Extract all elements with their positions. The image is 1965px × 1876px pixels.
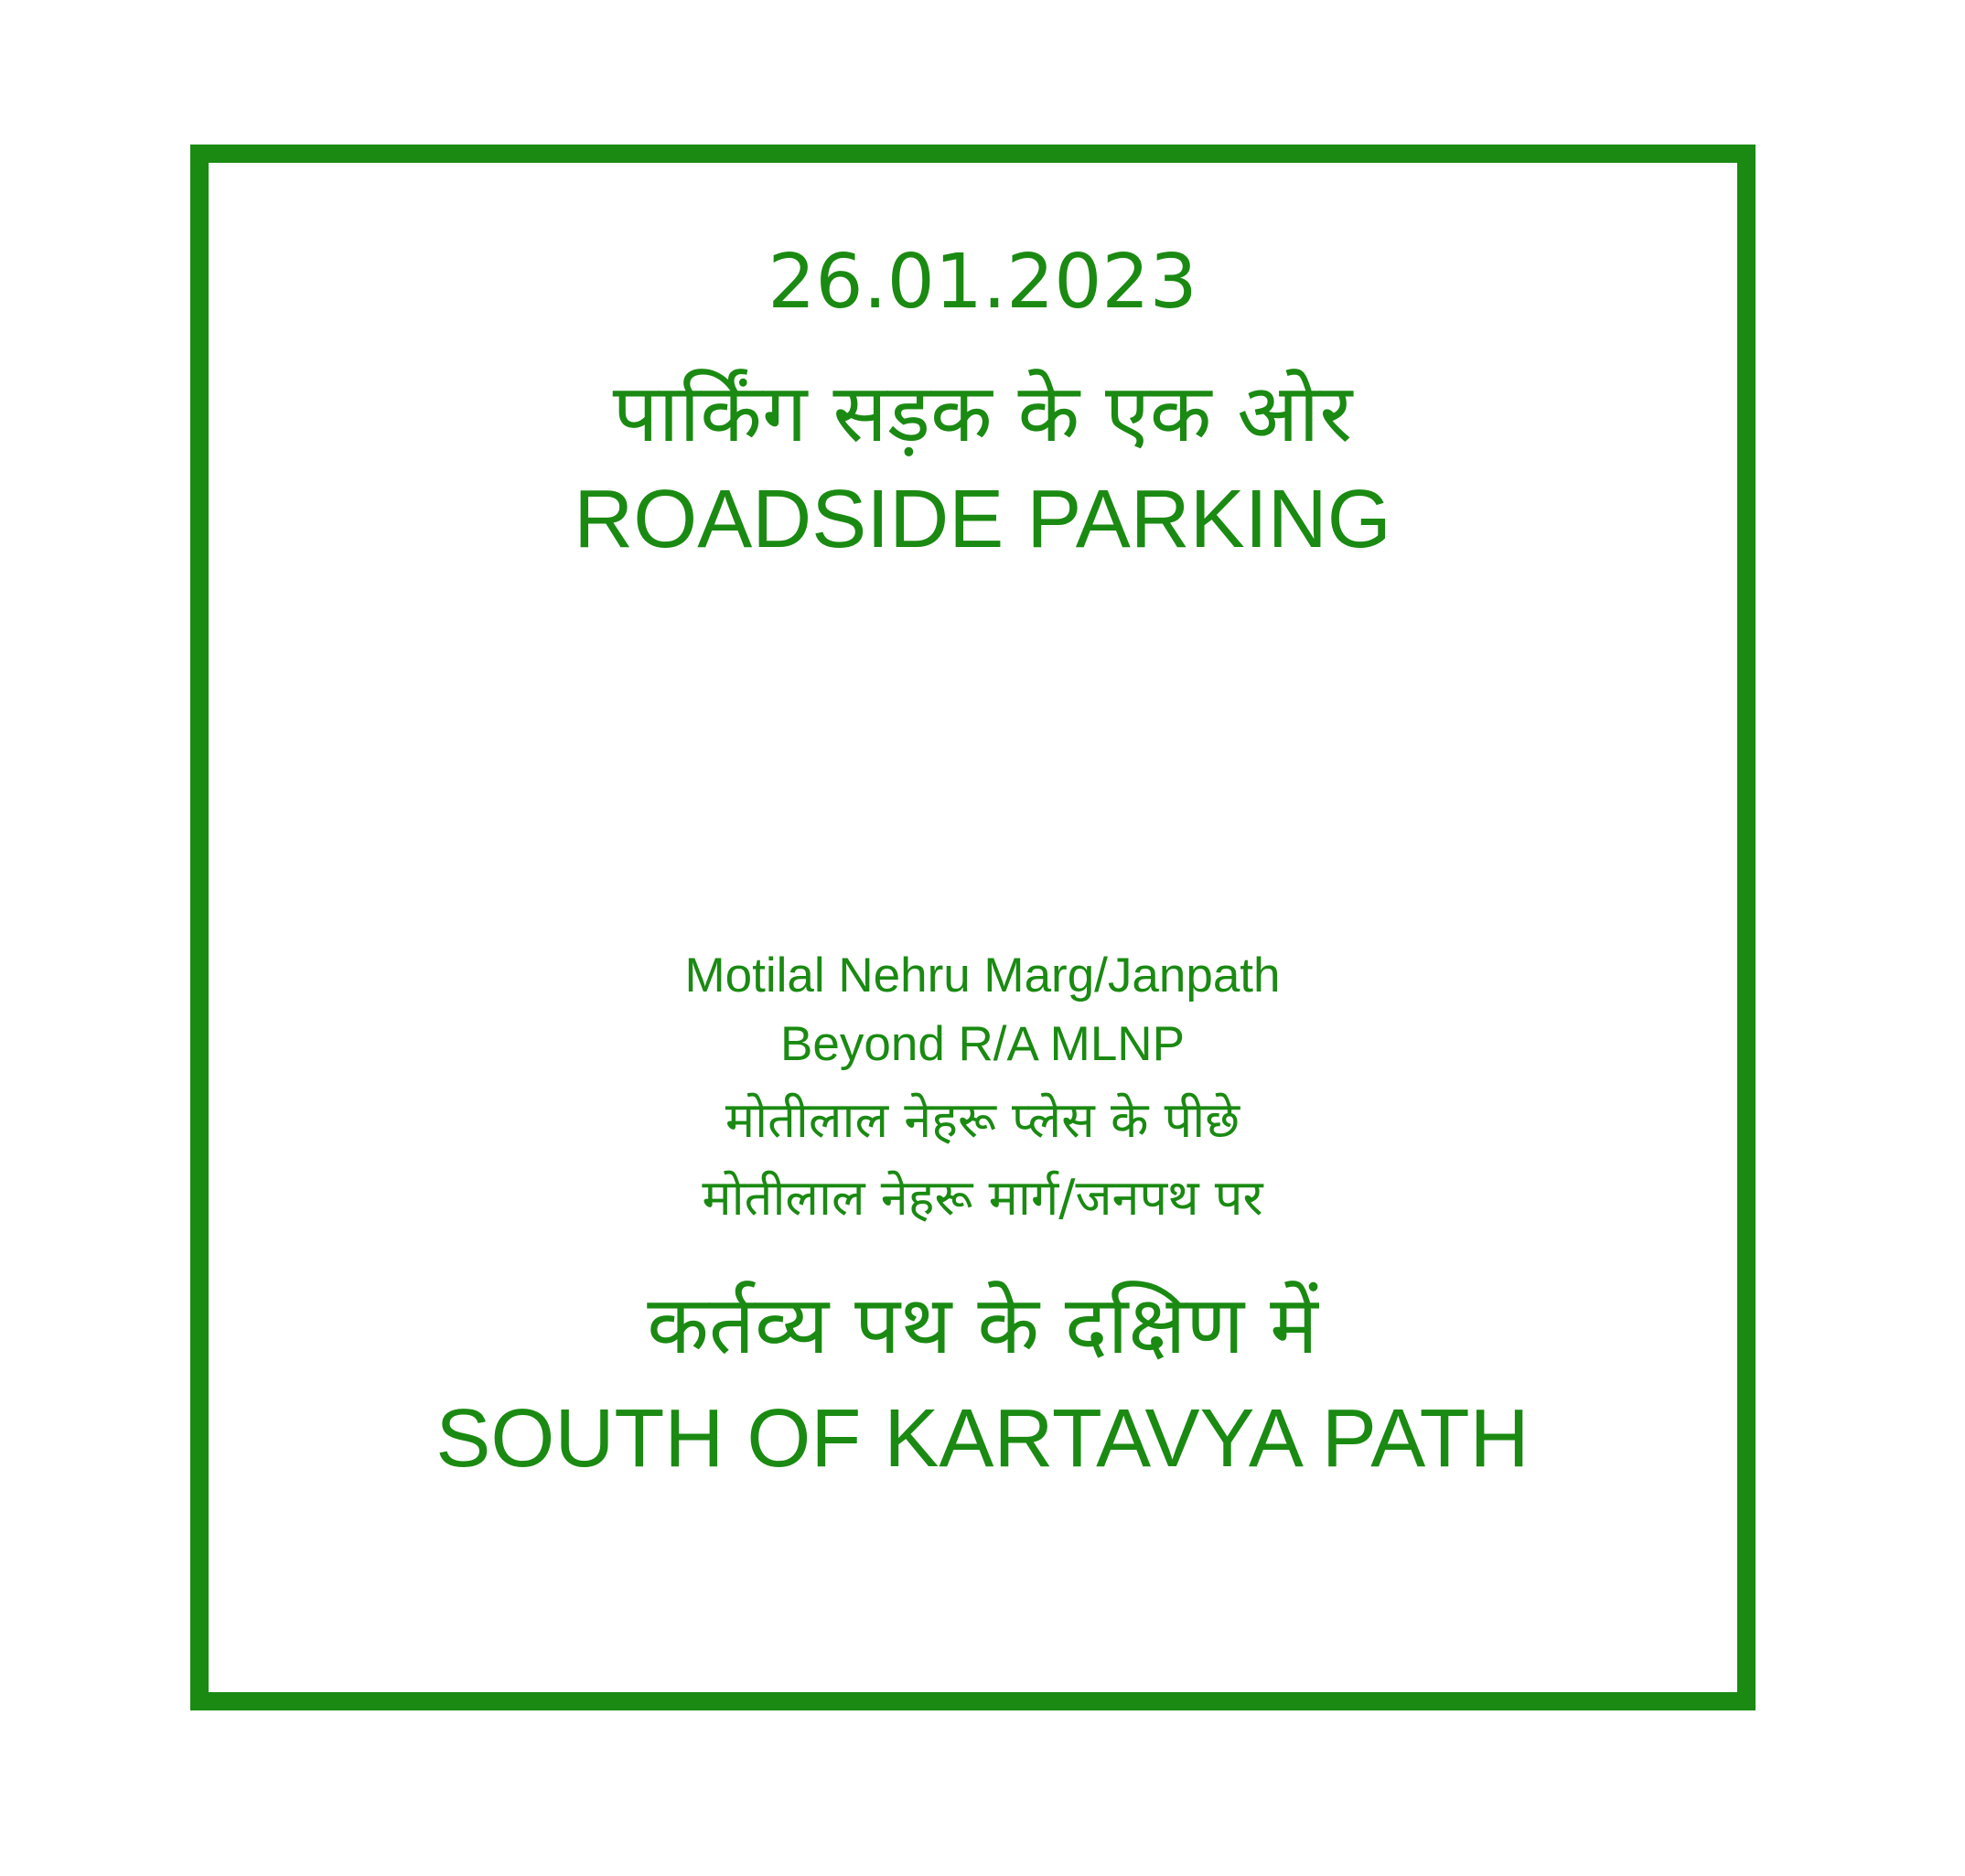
location-hindi-line2: मोतीलाल नेहरू मार्ग/जनपथ पर [702, 1169, 1263, 1227]
location-hindi-line1: मोतीलाल नेहरू प्लेस के पीछे [725, 1091, 1240, 1149]
event-date: 26.01.2023 [768, 239, 1197, 326]
heading-hindi: पार्किंग सड़क के एक ओर [612, 366, 1353, 460]
direction-hindi: कर्तव्य पथ के दक्षिण में [647, 1278, 1318, 1372]
location-english-line2: Beyond R/A MLNP [780, 1017, 1185, 1071]
heading-english: ROADSIDE PARKING [574, 474, 1391, 565]
location-english-line1: Motilal Nehru Marg/Janpath [684, 949, 1281, 1002]
direction-english: SOUTH OF KARTAVYA PATH [435, 1393, 1530, 1485]
